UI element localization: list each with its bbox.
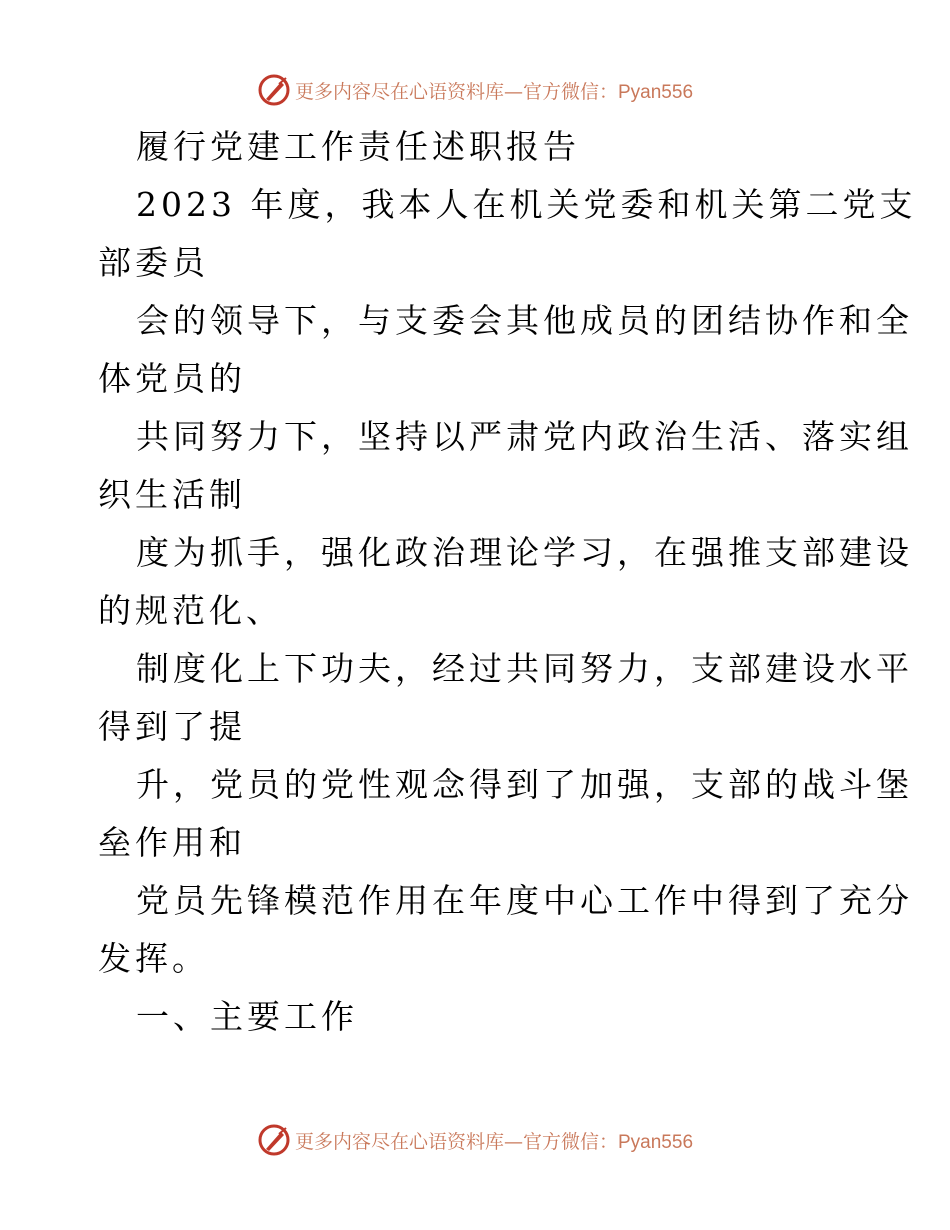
paragraph-line: 制度化上下功夫，经过共同努力，支部建设水平 [136, 649, 913, 688]
watermark-text: 更多内容尽在心语资料库—官方微信：Pyan556 [294, 1130, 694, 1153]
paragraph-line: 2023 年度，我本人在机关党委和机关第二党支 [136, 185, 917, 224]
watermark-contact: Pyan556 [618, 81, 694, 103]
quill-pen-logo-icon [257, 1123, 291, 1157]
paragraph-line: 会的领导下，与支委会其他成员的团结协作和全 [136, 301, 913, 340]
document-title: 履行党建工作责任述职报告 [136, 127, 580, 166]
header-watermark [0, 70, 950, 110]
document-body [98, 118, 917, 1046]
footer-watermark [0, 1120, 950, 1160]
paragraph-line: 得到了提 [98, 707, 246, 746]
paragraph-line: 垒作用和 [98, 823, 246, 862]
paragraph-line: 度为抓手，强化政治理论学习，在强推支部建设 [136, 533, 913, 572]
paragraph-line: 发挥。 [98, 939, 209, 978]
paragraph-line: 共同努力下，坚持以严肃党内政治生活、落实组 [136, 417, 913, 456]
section-heading: 一、主要工作 [136, 997, 358, 1036]
paragraph-line: 体党员的 [98, 359, 246, 398]
paragraph-line: 织生活制 [98, 475, 246, 514]
watermark-text: 更多内容尽在心语资料库—官方微信：Pyan556 [294, 80, 694, 103]
paragraph-line: 的规范化、 [98, 591, 283, 630]
paragraph-line: 党员先锋模范作用在年度中心工作中得到了充分 [136, 881, 913, 920]
quill-pen-logo-icon [257, 73, 291, 107]
watermark-contact: Pyan556 [618, 1131, 694, 1153]
paragraph-line: 升，党员的党性观念得到了加强，支部的战斗堡 [136, 765, 913, 804]
paragraph-line: 部委员 [98, 243, 209, 282]
